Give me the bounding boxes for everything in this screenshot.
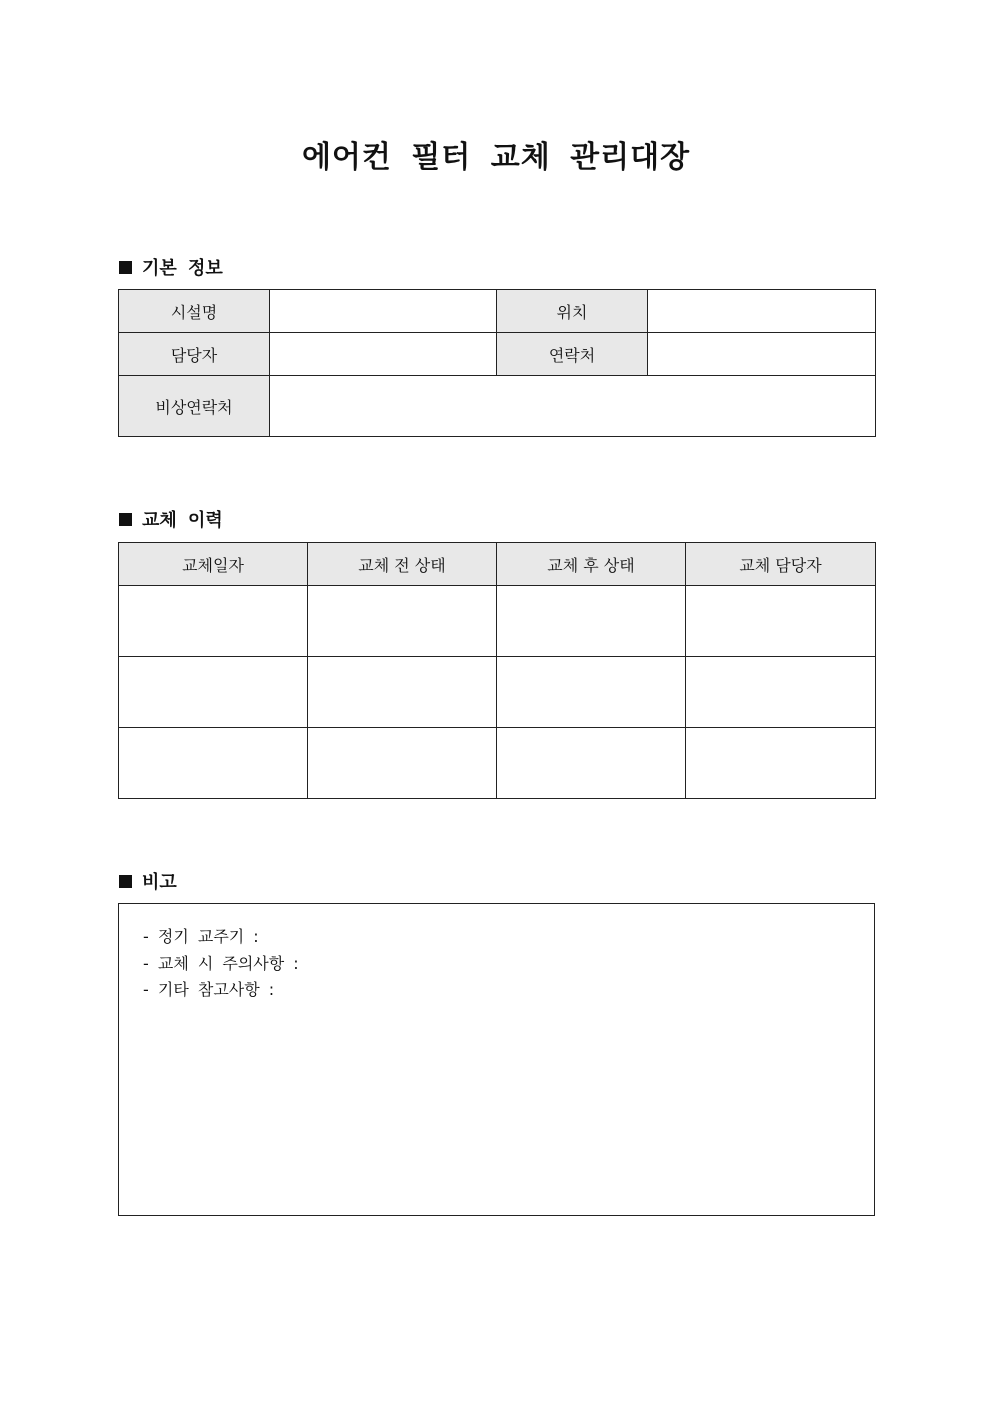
list-item: - 기타 참고사항 : — [143, 980, 275, 999]
history-heading-label: 교체 이력 — [142, 510, 223, 531]
table-cell[interactable] — [686, 728, 876, 799]
column-header-before-status: 교체 전 상태 — [308, 543, 497, 586]
table-cell[interactable] — [308, 586, 497, 657]
history-heading — [119, 506, 223, 532]
table-cell[interactable] — [119, 728, 308, 799]
table-row — [119, 728, 876, 799]
notes-box[interactable] — [118, 903, 875, 1216]
basic-info-heading — [119, 254, 223, 280]
page-title: 에어컨 필터 교체 관리대장 — [301, 140, 691, 175]
emergency-contact-field[interactable] — [270, 376, 876, 437]
table-cell[interactable] — [119, 586, 308, 657]
emergency-contact-label: 비상연락처 — [119, 376, 270, 437]
column-header-date: 교체일자 — [119, 543, 308, 586]
table-cell[interactable] — [308, 657, 497, 728]
table-cell[interactable] — [497, 728, 686, 799]
column-header-replacer: 교체 담당자 — [686, 543, 876, 586]
square-bullet-icon — [119, 875, 132, 888]
history-table — [118, 542, 876, 799]
square-bullet-icon — [119, 513, 132, 526]
basic-info-heading-label: 기본 정보 — [142, 258, 223, 279]
table-cell[interactable] — [497, 586, 686, 657]
table-cell[interactable] — [686, 586, 876, 657]
column-header-after-status: 교체 후 상태 — [497, 543, 686, 586]
table-row — [119, 586, 876, 657]
list-item: - 교체 시 주의사항 : — [143, 953, 299, 973]
notes-list — [119, 904, 874, 1004]
list-item: - 정기 교주기 : — [143, 927, 259, 946]
table-cell[interactable] — [497, 657, 686, 728]
facility-name-field[interactable] — [270, 290, 497, 333]
contact-field[interactable] — [648, 333, 876, 376]
notes-heading — [119, 868, 177, 894]
manager-label: 담당자 — [119, 333, 270, 376]
basic-info-table — [118, 289, 876, 437]
location-label: 위치 — [497, 290, 648, 333]
facility-name-label: 시설명 — [119, 290, 270, 333]
table-cell[interactable] — [686, 657, 876, 728]
manager-field[interactable] — [270, 333, 497, 376]
location-field[interactable] — [648, 290, 876, 333]
table-cell[interactable] — [308, 728, 497, 799]
square-bullet-icon — [119, 261, 132, 274]
contact-label: 연락처 — [497, 333, 648, 376]
notes-heading-label: 비고 — [142, 872, 177, 893]
table-cell[interactable] — [119, 657, 308, 728]
table-row — [119, 657, 876, 728]
